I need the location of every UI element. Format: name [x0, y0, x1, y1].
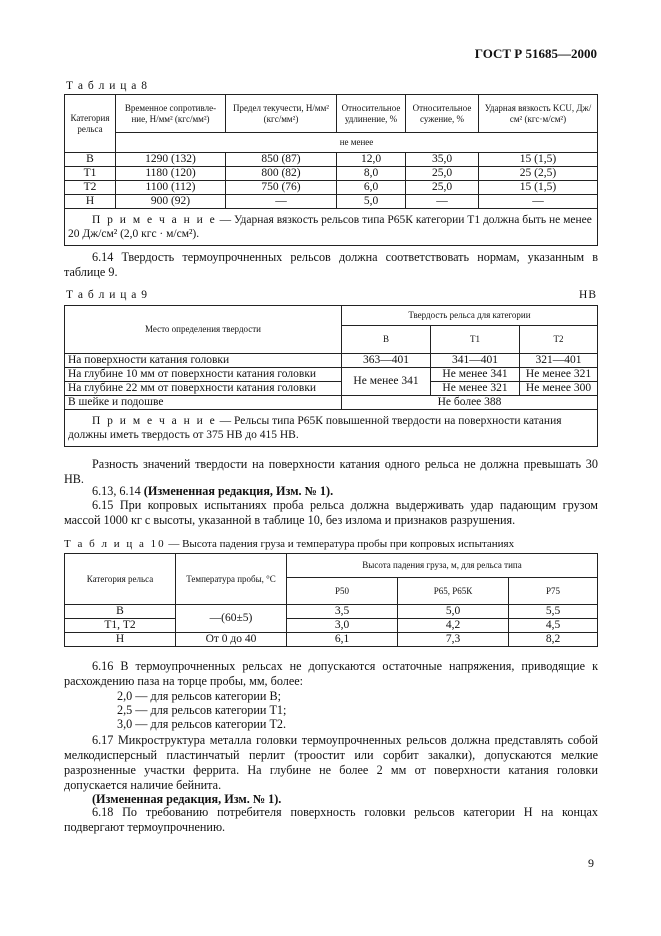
table-9-category: Т2: [520, 326, 598, 354]
table-9-category: Т1: [431, 326, 520, 354]
table-cell: —(60±5): [176, 605, 287, 633]
table-cell: 3,0: [287, 619, 398, 633]
paragraph-6-15: 6.15 При копровых испытаниях проба рельса должна выдерживать удар падающим грузом массой 1000 кг с высоты, указанной в таблице 10, без излома и признаков разрушения.: [64, 498, 598, 527]
paragraph-6-17: 6.17 Микроструктура металла головки термоупрочненных рельсов должна представлять собой мелкодисперсный пластинчатый перлит (троостит или сорбит закалки), допускаются мелкие разрозненные участки феррита. На глубине не более 2 мм от поверхности катания головки допускается наличие бейнита.: [64, 733, 598, 792]
amendment-note-2: (Измененная редакция, Изм. № 1).: [92, 792, 282, 806]
table-cell: —: [226, 195, 337, 209]
table-row: [65, 153, 598, 167]
table-9-unit: НВ: [579, 289, 597, 301]
table-cell: Не менее 300: [520, 382, 598, 396]
table-row: [65, 605, 598, 619]
paragraph-6-18: 6.18 По требованию потребителя поверхность головки рельсов категории Н на концах подвергают термоупрочнению.: [64, 805, 598, 834]
table-cell: На глубине 10 мм от поверхности катания головки: [65, 368, 342, 382]
table-10-caption: [64, 538, 514, 550]
table-8-subheader: не менее: [116, 133, 598, 153]
table-cell: Т2: [65, 181, 116, 195]
table-8-header: Ударная вязкость KCU, Дж/см² (кгс·м/см²): [479, 95, 598, 133]
table-cell: 35,0: [406, 153, 479, 167]
table-10-header-category: Категория рельса: [65, 554, 176, 605]
table-cell: 4,5: [509, 619, 598, 633]
table-row: [65, 167, 598, 181]
table-cell: —: [479, 195, 598, 209]
table-cell: От 0 до 40: [176, 633, 287, 647]
table-cell: 8,2: [509, 633, 598, 647]
document-code: ГОСТ Р 51685—2000: [474, 46, 597, 61]
table-cell: 1100 (112): [116, 181, 226, 195]
table-cell: 5,0: [398, 605, 509, 619]
table-9-header-group: Твердость рельса для категории: [342, 306, 598, 326]
table-cell: Не менее 341: [431, 368, 520, 382]
paragraph-hardness-difference: Разность значений твердости на поверхности катания одного рельса не должна превышать 30 НВ.: [64, 457, 598, 486]
table-cell: 800 (82): [226, 167, 337, 181]
table-10: [64, 553, 598, 647]
table-cell: 12,0: [337, 153, 406, 167]
note-text: — Ударная вязкость рельсов типа Р65К категории Т1 должна быть не менее 20 Дж/см² (2,0 кгс · м/см²).: [68, 214, 592, 240]
table-10-type: Р50: [287, 578, 398, 605]
table-cell: Н: [65, 633, 176, 647]
table-8-header: Относительное сужение, %: [406, 95, 479, 133]
table-cell: Т1, Т2: [65, 619, 176, 633]
table-row: [65, 354, 598, 368]
table-cell: 15 (1,5): [479, 153, 598, 167]
table-9: [64, 305, 598, 447]
table-8-header: Относительное удлинение, %: [337, 95, 406, 133]
table-cell: Не менее 321: [431, 382, 520, 396]
paragraph-6-16: 6.16 В термоупрочненных рельсах не допускаются остаточные напряжения, приводящие к расхождению паза на торце пробы, мм, более:: [64, 659, 598, 688]
amendment-6-13-6-14: [92, 484, 598, 499]
caption-label: Т а б л и ц а 10: [64, 538, 166, 550]
page-number: 9: [588, 856, 594, 870]
list-item: 2,5 — для рельсов категории Т1;: [117, 703, 287, 717]
table-cell: 850 (87): [226, 153, 337, 167]
table-cell: 4,2: [398, 619, 509, 633]
table-cell: Не более 388: [342, 396, 598, 410]
table-cell: 25 (2,5): [479, 167, 598, 181]
table-row: [65, 619, 598, 633]
table-cell: 7,3: [398, 633, 509, 647]
table-cell: 750 (76): [226, 181, 337, 195]
table-cell: 1290 (132): [116, 153, 226, 167]
table-8-note: [65, 209, 598, 246]
paragraph-6-14: 6.14 Твердость термоупрочненных рельсов должна соответствовать нормам, указанным в таблице 9.: [64, 250, 598, 279]
table-row: [65, 195, 598, 209]
table-row: [65, 633, 598, 647]
table-cell: Не менее 341: [342, 368, 431, 396]
table-row: [65, 181, 598, 195]
note-label: П р и м е ч а н и е: [92, 214, 217, 226]
table-cell: На поверхности катания головки: [65, 354, 342, 368]
table-cell: 25,0: [406, 167, 479, 181]
table-cell: Не менее 321: [520, 368, 598, 382]
caption-text: — Высота падения груза и температура пробы при копровых испытаниях: [165, 538, 515, 550]
table-9-category: В: [342, 326, 431, 354]
table-row: [65, 382, 598, 396]
table-cell: —: [406, 195, 479, 209]
note-label: П р и м е ч а н и е: [92, 415, 217, 427]
table-cell: Н: [65, 195, 116, 209]
table-cell: 341—401: [431, 354, 520, 368]
table-cell: В: [65, 605, 176, 619]
amendment-note: (Измененная редакция, Изм. № 1).: [143, 484, 334, 498]
table-cell: Т1: [65, 167, 116, 181]
table-8-caption: Т а б л и ц а 8: [66, 80, 149, 92]
table-cell: 6,0: [337, 181, 406, 195]
table-cell: 25,0: [406, 181, 479, 195]
table-9-header-place: Место определения твердости: [65, 306, 342, 354]
table-row: [65, 396, 598, 410]
list-item: 3,0 — для рельсов категории Т2.: [117, 717, 287, 731]
table-cell: 363—401: [342, 354, 431, 368]
table-10-type: Р65, Р65К: [398, 578, 509, 605]
table-8-header: Предел текучести, Н/мм² (кгс/мм²): [226, 95, 337, 133]
table-10-header-temperature: Температура пробы, °С: [176, 554, 287, 605]
table-cell: 3,5: [287, 605, 398, 619]
table-cell: 1180 (120): [116, 167, 226, 181]
table-cell: В шейке и подошве: [65, 396, 342, 410]
table-cell: 5,0: [337, 195, 406, 209]
list-item: 2,0 — для рельсов категории В;: [117, 689, 281, 703]
table-row: [65, 368, 598, 382]
table-cell: 6,1: [287, 633, 398, 647]
amendment-ref: 6.13, 6.14: [92, 484, 141, 498]
table-cell: 900 (92): [116, 195, 226, 209]
table-8-header: Временное сопротивле-ние, Н/мм² (кгс/мм²): [116, 95, 226, 133]
table-8-header: Категория рельса: [65, 95, 116, 153]
table-8: [64, 94, 598, 246]
table-9-caption: Т а б л и ц а 9: [66, 289, 149, 301]
table-cell: 321—401: [520, 354, 598, 368]
note-text: — Рельсы типа Р65К повышенной твердости на поверхности катания должны иметь твердость от 375 НВ до 415 НВ.: [68, 415, 562, 441]
table-cell: В: [65, 153, 116, 167]
table-cell: 5,5: [509, 605, 598, 619]
table-10-type: Р75: [509, 578, 598, 605]
table-10-header-group: Высота падения груза, м, для рельса типа: [287, 554, 598, 578]
table-cell: На глубине 22 мм от поверхности катания головки: [65, 382, 342, 396]
table-cell: 8,0: [337, 167, 406, 181]
table-cell: 15 (1,5): [479, 181, 598, 195]
table-9-note: [65, 410, 598, 447]
